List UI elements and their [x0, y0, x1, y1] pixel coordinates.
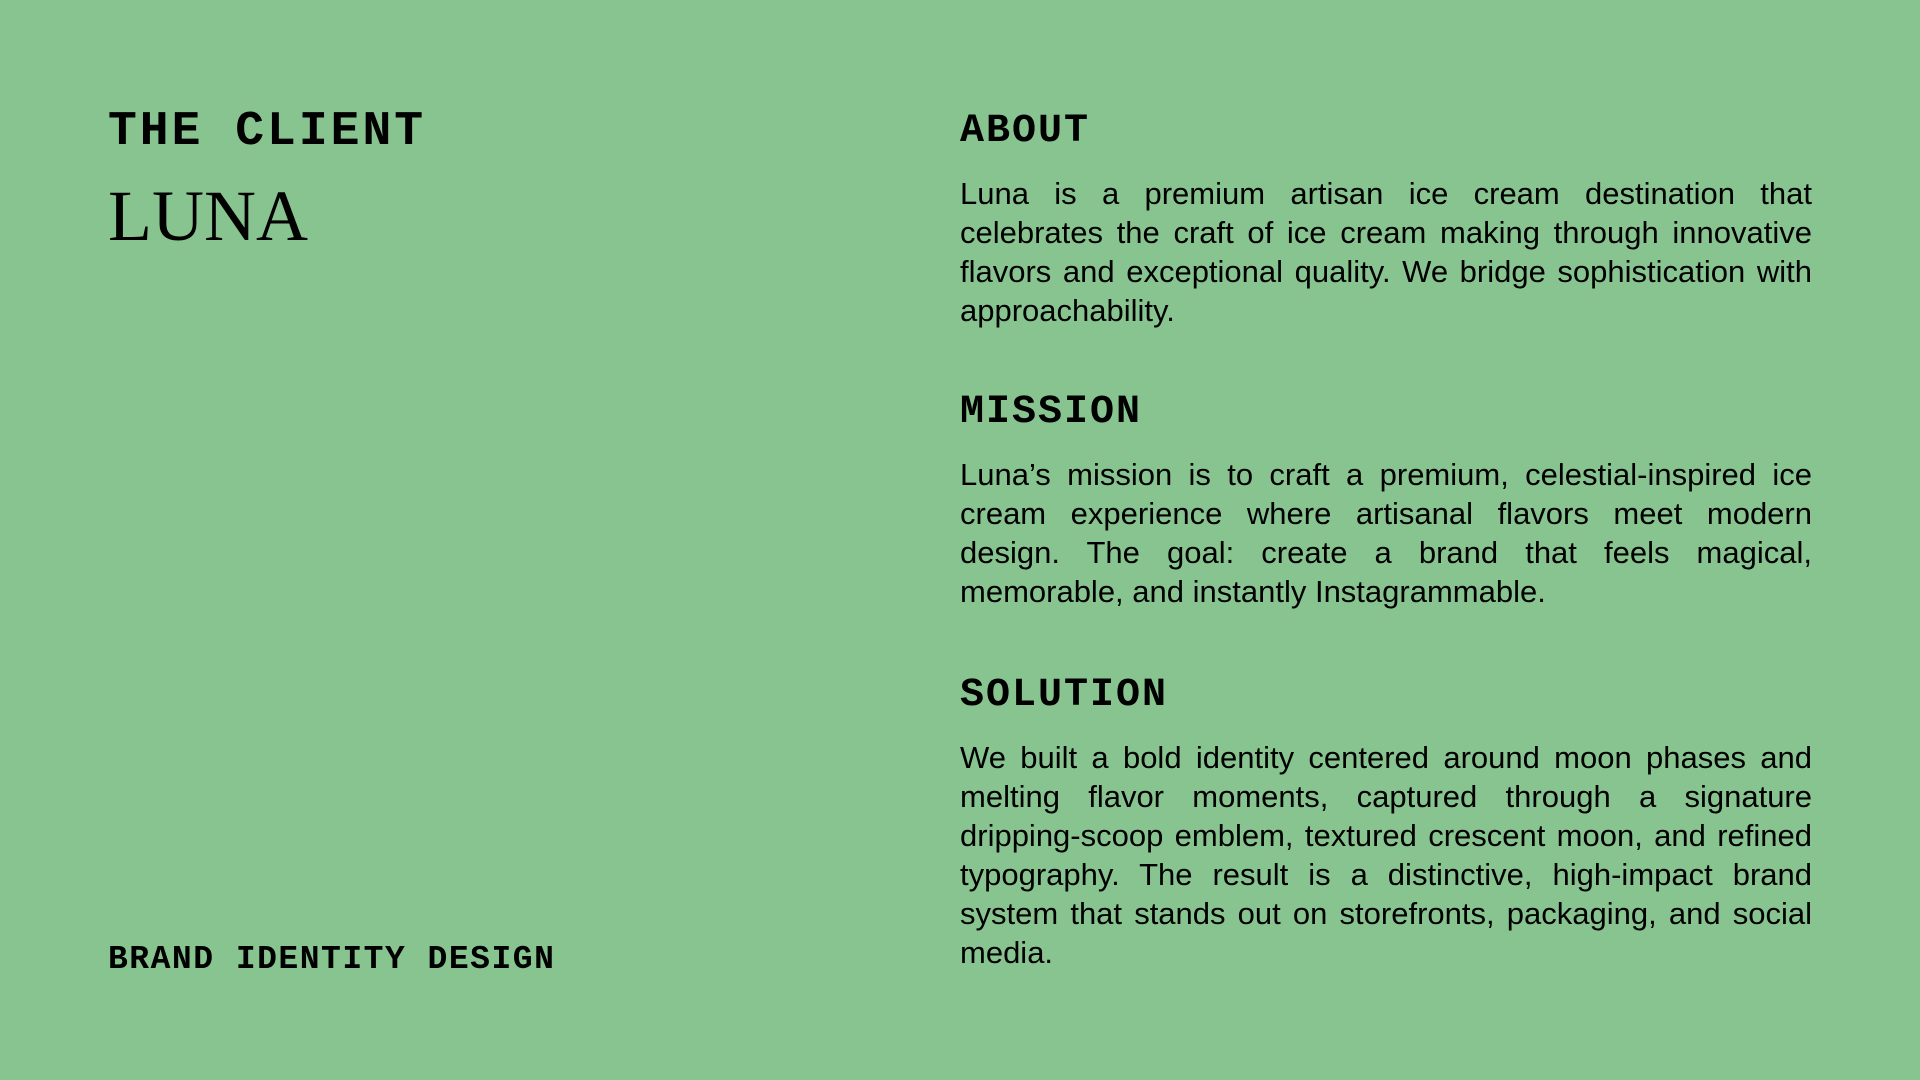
project-tagline: BRAND IDENTITY DESIGN: [108, 941, 556, 978]
solution-heading: SOLUTION: [960, 673, 1169, 718]
about-section: [960, 109, 1812, 330]
about-body: Luna is a premium artisan ice cream destination that celebrates the craft of ice cream making through innovative flavors and exceptional quality. We bridge sophistication with approachability.: [960, 176, 1812, 328]
mission-body: Luna’s mission is to craft a premium, celestial-inspired ice cream experience where artisanal flavors meet modern design. The goal: create a brand that feels magical, memorable, and instantly Instagrammable.: [960, 457, 1812, 609]
solution-section: [960, 673, 1812, 972]
client-name: LUNA: [108, 176, 308, 256]
mission-heading: MISSION: [960, 390, 1143, 435]
mission-section: [960, 390, 1812, 611]
client-block: [108, 105, 808, 256]
client-eyebrow: THE CLIENT: [108, 105, 427, 159]
about-heading: ABOUT: [960, 109, 1091, 154]
solution-body: We built a bold identity centered around moon phases and melting flavor moments, captured through a signature dripping-scoop emblem, textured crescent moon, and refined typography. The result is a distinctive, high-impact brand system that stands out on storefronts, packaging, and social media.: [960, 740, 1812, 970]
